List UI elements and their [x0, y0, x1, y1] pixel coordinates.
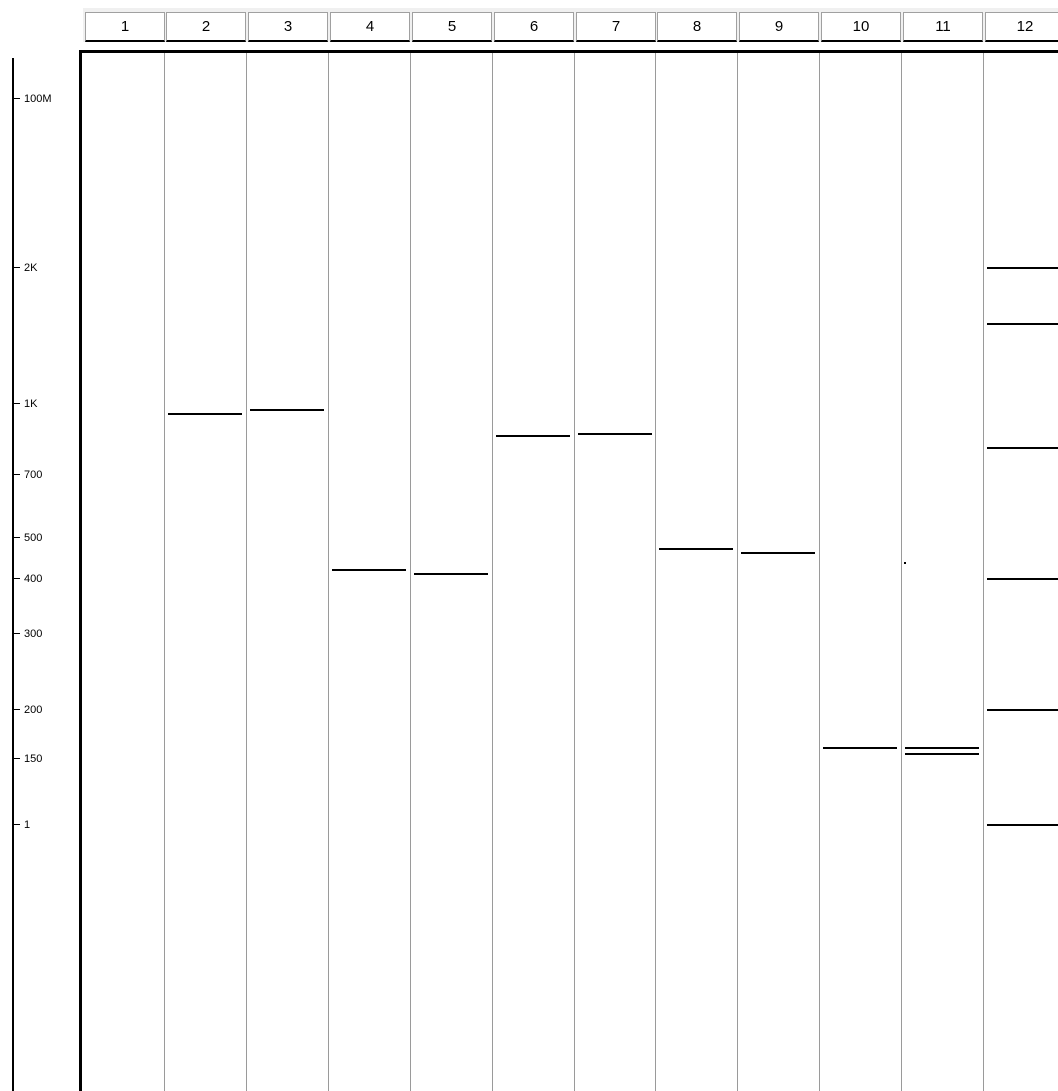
lane-divider — [492, 53, 493, 1091]
lane-divider — [655, 53, 656, 1091]
lane-header-5[interactable]: 5 — [412, 12, 492, 42]
band-lane-11 — [905, 753, 979, 755]
lane-header-3[interactable]: 3 — [248, 12, 328, 42]
band-lane-12 — [987, 709, 1058, 711]
gel-area — [79, 50, 1058, 1091]
lane-divider — [574, 53, 575, 1091]
band-lane-12 — [987, 323, 1058, 325]
ruler-tick-label: 150 — [24, 753, 43, 765]
band-lane-4 — [332, 569, 406, 571]
ruler-tick — [14, 709, 20, 710]
ruler-tick-label: 1 — [24, 819, 31, 831]
ruler-tick — [14, 758, 20, 759]
lane-header-8[interactable]: 8 — [657, 12, 737, 42]
ruler-tick-label: 1K — [24, 398, 38, 410]
band-lane-12 — [987, 447, 1058, 449]
lane-header-7[interactable]: 7 — [576, 12, 656, 42]
lane-divider — [819, 53, 820, 1091]
band-lane-10 — [823, 747, 897, 749]
ruler-axis — [12, 58, 14, 1091]
band-lane-11 — [905, 747, 979, 749]
lane-header-12[interactable]: 12 — [985, 12, 1058, 42]
lane-header-10[interactable]: 10 — [821, 12, 901, 42]
size-ruler — [0, 0, 82, 1091]
lane-divider — [246, 53, 247, 1091]
ruler-tick — [14, 403, 20, 404]
lane-divider — [737, 53, 738, 1091]
lane-divider — [164, 53, 165, 1091]
ruler-tick-label: 300 — [24, 628, 43, 640]
ruler-tick — [14, 267, 20, 268]
lane-divider — [983, 53, 984, 1091]
ruler-tick — [14, 537, 20, 538]
band-lane-7 — [578, 433, 652, 435]
lane-divider — [328, 53, 329, 1091]
lane-header-4[interactable]: 4 — [330, 12, 410, 42]
lane-header-11[interactable]: 11 — [903, 12, 983, 42]
ruler-tick-label: 700 — [24, 469, 43, 481]
band-lane-8 — [659, 548, 733, 550]
lane-header-1[interactable]: 1 — [85, 12, 165, 42]
band-lane-5 — [414, 573, 488, 575]
ruler-tick-label: 400 — [24, 573, 43, 585]
ruler-tick — [14, 578, 20, 579]
band-lane-12 — [987, 267, 1058, 269]
ruler-tick-label: 100M — [24, 93, 52, 105]
lane-divider — [901, 53, 902, 1091]
band-lane-2 — [168, 413, 242, 415]
band-lane-9 — [741, 552, 815, 554]
lane-header-9[interactable]: 9 — [739, 12, 819, 42]
ruler-tick — [14, 474, 20, 475]
ruler-tick — [14, 824, 20, 825]
lane-header-2[interactable]: 2 — [166, 12, 246, 42]
band-lane-3 — [250, 409, 324, 411]
ruler-tick — [14, 98, 20, 99]
band-lane-6 — [496, 435, 570, 437]
band-lane-12 — [987, 578, 1058, 580]
ruler-tick-label: 500 — [24, 532, 43, 544]
ruler-tick-label: 2K — [24, 262, 38, 274]
gel-speck — [904, 562, 906, 564]
ruler-tick-label: 200 — [24, 704, 43, 716]
lane-divider — [410, 53, 411, 1091]
ruler-tick — [14, 633, 20, 634]
lane-header-6[interactable]: 6 — [494, 12, 574, 42]
band-lane-12 — [987, 824, 1058, 826]
